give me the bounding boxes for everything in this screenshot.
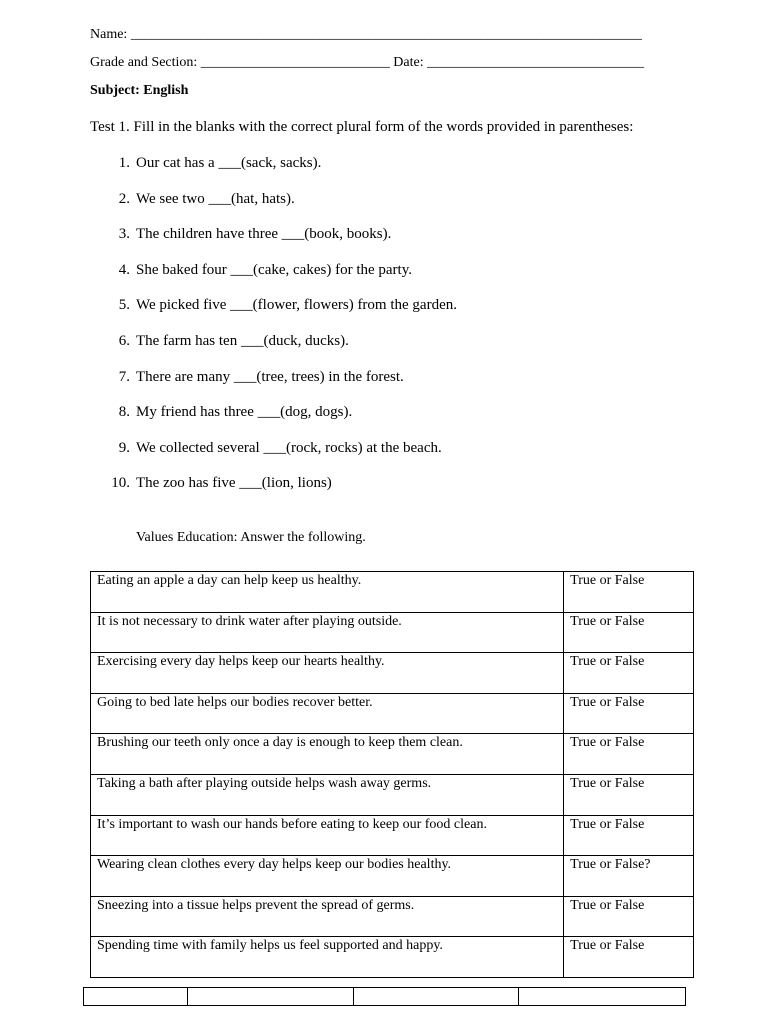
question-text: There are many ___(tree, trees) in the forest. [136,368,404,385]
question-text: We collected several ___(rock, rocks) at the beach. [136,439,442,456]
answer-cell: True or False [564,734,694,775]
table-row [91,612,694,653]
test1-instructions: Test 1. Fill in the blanks with the correct plural form of the words provided in parentheses: [90,119,634,135]
statement-cell: It is not necessary to drink water after playing outside. [91,612,564,653]
question-item [105,155,457,191]
question-number: 4. [118,261,130,278]
statement-cell: Taking a bath after playing outside helps wash away germs. [91,774,564,815]
question-item [105,404,457,440]
answer-cell: True or False [564,815,694,856]
statement-cell: It’s important to wash our hands before eating to keep our food clean. [91,815,564,856]
question-text: The farm has ten ___(duck, ducks). [136,332,349,349]
question-number: 8. [118,404,130,421]
statement-cell: Eating an apple a day can help keep us healthy. [91,572,564,613]
table-row [84,988,686,1006]
question-item [105,191,457,227]
question-number: 1. [118,155,130,171]
values-education-heading: Values Education: Answer the following. [136,530,366,545]
table-row [91,572,694,613]
table-row [91,815,694,856]
question-number: 2. [118,190,130,207]
table-row [91,734,694,775]
answer-cell: True or False [564,653,694,694]
statement-cell: Sneezing into a tissue helps prevent the spread of germs. [91,896,564,937]
question-number: 9. [118,439,130,456]
question-text: We see two ___(hat, hats). [136,190,295,207]
table-row [91,937,694,978]
question-text: She baked four ___(cake, cakes) for the party. [136,261,412,278]
question-number: 3. [118,226,130,243]
question-item [105,226,457,262]
statement-cell: Exercising every day helps keep our hearts healthy. [91,653,564,694]
question-number: 10. [111,475,130,492]
question-number: 5. [118,297,130,314]
grade-section-date-line: Grade and Section: ___________________________ Date: _______________________________ [90,55,645,70]
statement-cell: Brushing our teeth only once a day is enough to keep them clean. [91,734,564,775]
statement-cell: Going to bed late helps our bodies recover better. [91,693,564,734]
question-text: My friend has three ___(dog, dogs). [136,404,353,421]
empty-cell [187,988,353,1006]
answer-cell: True or False [564,572,694,613]
answer-cell: True or False? [564,856,694,897]
subject-label: Subject: English [90,83,189,98]
question-item [105,333,457,369]
empty-cell [519,988,686,1006]
true-false-table [90,571,694,978]
empty-cell [84,988,188,1006]
bottom-empty-table [83,987,686,1006]
answer-cell: True or False [564,896,694,937]
question-text: We picked five ___(flower, flowers) from the garden. [136,297,457,314]
question-item [105,262,457,298]
question-number: 6. [118,332,130,349]
table-row [91,653,694,694]
table-row [91,896,694,937]
table-row [91,856,694,897]
question-number: 7. [118,368,130,385]
name-field-line: Name: _________________________________________________________________________ [90,27,642,42]
question-item [105,297,457,333]
question-list [105,155,457,511]
answer-cell: True or False [564,774,694,815]
empty-cell [353,988,519,1006]
question-item [105,369,457,405]
answer-cell: True or False [564,612,694,653]
question-text: The zoo has five ___(lion, lions) [136,475,332,492]
question-item [105,440,457,476]
question-text: Our cat has a ___(sack, sacks). [136,155,322,171]
question-item [105,475,457,511]
answer-cell: True or False [564,693,694,734]
question-text: The children have three ___(book, books). [136,226,392,243]
statement-cell: Wearing clean clothes every day helps keep our bodies healthy. [91,856,564,897]
table-row [91,774,694,815]
statement-cell: Spending time with family helps us feel supported and happy. [91,937,564,978]
answer-cell: True or False [564,937,694,978]
table-row [91,693,694,734]
